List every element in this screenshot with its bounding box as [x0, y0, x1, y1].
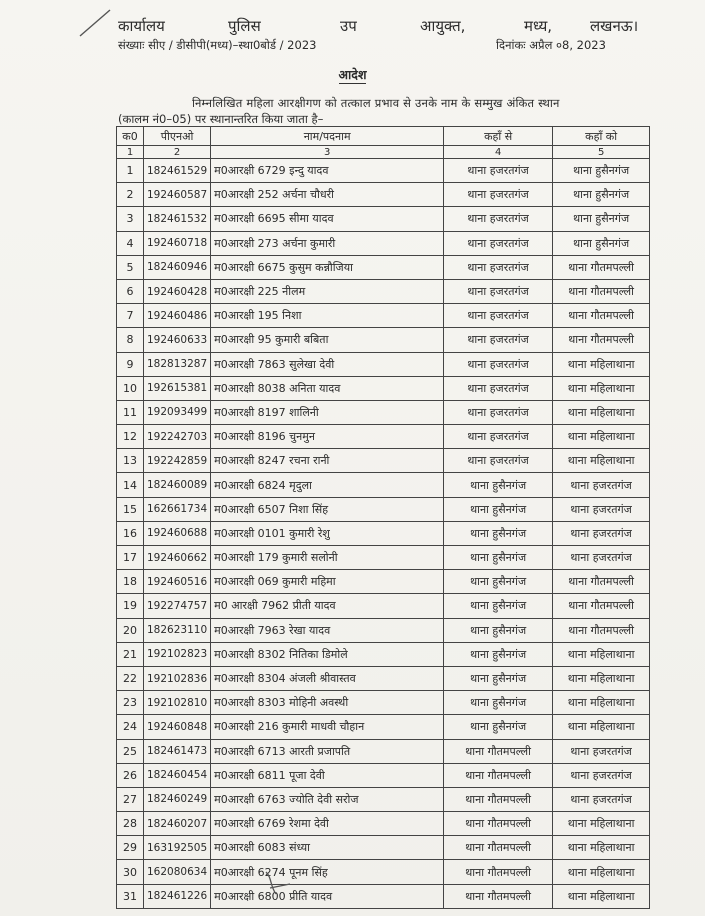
cell-serial: 8 [117, 328, 144, 352]
cell-serial: 3 [117, 207, 144, 231]
cell-to: थाना महिलाथाना [553, 352, 650, 376]
table-row [117, 400, 650, 424]
cell-to: थाना महिलाथाना [553, 884, 650, 908]
cell-from: थाना हजरतगंज [444, 328, 553, 352]
header-word: कार्यालय [118, 17, 165, 35]
cell-from: थाना हजरतगंज [444, 425, 553, 449]
cell-to: थाना महिलाथाना [553, 666, 650, 690]
cell-from: थाना हजरतगंज [444, 400, 553, 424]
cell-from: थाना हजरतगंज [444, 207, 553, 231]
cell-name: म0आरक्षी 8196 चुनमुन [211, 425, 444, 449]
table-colnum-row [117, 146, 650, 159]
cell-pno: 163192505 [144, 836, 211, 860]
table-row [117, 473, 650, 497]
table-row [117, 860, 650, 884]
cell-name: म0आरक्षी 273 अर्चना कुमारी [211, 231, 444, 255]
cell-serial: 17 [117, 546, 144, 570]
cell-serial: 22 [117, 666, 144, 690]
cell-to: थाना महिलाथाना [553, 691, 650, 715]
table-row [117, 642, 650, 666]
table-row [117, 497, 650, 521]
cell-name: म0आरक्षी 95 कुमारी बबिता [211, 328, 444, 352]
cell-from: थाना हजरतगंज [444, 376, 553, 400]
cell-serial: 9 [117, 352, 144, 376]
cell-to: थाना महिलाथाना [553, 376, 650, 400]
table-row [117, 255, 650, 279]
cell-pno: 162080634 [144, 860, 211, 884]
cell-name: म0आरक्षी 6824 मृदुला [211, 473, 444, 497]
header-word: उप [340, 17, 357, 35]
table-row [117, 425, 650, 449]
col-number: 2 [144, 146, 211, 159]
cell-name: म0आरक्षी 252 अर्चना चौधरी [211, 183, 444, 207]
header-word: पुलिस [228, 17, 261, 35]
table-row [117, 618, 650, 642]
cell-to: थाना हुसैनगंज [553, 207, 650, 231]
table-row [117, 836, 650, 860]
table-row [117, 231, 650, 255]
cell-to: थाना गौतमपल्ली [553, 279, 650, 303]
cell-serial: 18 [117, 570, 144, 594]
cell-serial: 15 [117, 497, 144, 521]
cell-pno: 182460207 [144, 812, 211, 836]
cell-from: थाना हजरतगंज [444, 159, 553, 183]
cell-pno: 182460089 [144, 473, 211, 497]
cell-name: म0आरक्षी 8038 अनिता यादव [211, 376, 444, 400]
table-row [117, 279, 650, 303]
table-row [117, 304, 650, 328]
cell-name: म0आरक्षी 0101 कुमारी रेशु [211, 521, 444, 545]
cell-to: थाना गौतमपल्ली [553, 570, 650, 594]
cell-serial: 7 [117, 304, 144, 328]
cell-serial: 21 [117, 642, 144, 666]
cell-serial: 25 [117, 739, 144, 763]
cell-pno: 192460848 [144, 715, 211, 739]
cell-serial: 11 [117, 400, 144, 424]
cell-from: थाना हुसैनगंज [444, 691, 553, 715]
cell-serial: 16 [117, 521, 144, 545]
cell-from: थाना गौतमपल्ली [444, 860, 553, 884]
cell-from: थाना गौतमपल्ली [444, 836, 553, 860]
cell-pno: 192460587 [144, 183, 211, 207]
cell-to: थाना महिलाथाना [553, 400, 650, 424]
signature-mark-icon [262, 868, 292, 896]
cell-name: म0आरक्षी 225 नीलम [211, 279, 444, 303]
cell-pno: 182461226 [144, 884, 211, 908]
table-row [117, 691, 650, 715]
cell-from: थाना हुसैनगंज [444, 546, 553, 570]
cell-from: थाना हजरतगंज [444, 352, 553, 376]
cell-pno: 182813287 [144, 352, 211, 376]
cell-serial: 2 [117, 183, 144, 207]
cell-to: थाना हजरतगंज [553, 787, 650, 811]
cell-name: म0आरक्षी 6763 ज्योति देवी सरोज [211, 787, 444, 811]
cell-pno: 192093499 [144, 400, 211, 424]
cell-serial: 12 [117, 425, 144, 449]
cell-name: म0आरक्षी 8302 नितिका डिमोले [211, 642, 444, 666]
table-row [117, 328, 650, 352]
cell-pno: 182623110 [144, 618, 211, 642]
reference-number: संख्याः सीए / डीसीपी(मध्य)–स्था0बोर्ड / 2023 [118, 38, 317, 52]
table-row [117, 739, 650, 763]
cell-pno: 182460946 [144, 255, 211, 279]
cell-serial: 29 [117, 836, 144, 860]
cell-from: थाना गौतमपल्ली [444, 763, 553, 787]
cell-serial: 26 [117, 763, 144, 787]
cell-name: म0आरक्षी 179 कुमारी सलोनी [211, 546, 444, 570]
table-row [117, 570, 650, 594]
table-row [117, 159, 650, 183]
cell-from: थाना हुसैनगंज [444, 473, 553, 497]
cell-pno: 192274757 [144, 594, 211, 618]
table-row [117, 521, 650, 545]
cell-name: म0आरक्षी 8197 शालिनी [211, 400, 444, 424]
document-date: दिनांकः अप्रैल ०8, 2023 [496, 38, 606, 52]
cell-name: म0आरक्षी 069 कुमारी महिमा [211, 570, 444, 594]
cell-pno: 192460688 [144, 521, 211, 545]
cell-to: थाना हुसैनगंज [553, 159, 650, 183]
cell-from: थाना हजरतगंज [444, 183, 553, 207]
cell-pno: 162661734 [144, 497, 211, 521]
intro-line-2: (कालम नं0–05) पर स्थानान्तरित किया जाता है– [118, 112, 324, 126]
cell-from: थाना गौतमपल्ली [444, 812, 553, 836]
table-row [117, 546, 650, 570]
cell-name: म0आरक्षी 6695 सीमा यादव [211, 207, 444, 231]
cell-serial: 10 [117, 376, 144, 400]
cell-name: म0आरक्षी 6507 निशा सिंह [211, 497, 444, 521]
cell-pno: 192460718 [144, 231, 211, 255]
cell-name: म0आरक्षी 195 निशा [211, 304, 444, 328]
col-header-from: कहाँ से [444, 127, 553, 146]
cell-to: थाना गौतमपल्ली [553, 328, 650, 352]
table-row [117, 449, 650, 473]
cell-serial: 4 [117, 231, 144, 255]
cell-to: थाना महिलाथाना [553, 812, 650, 836]
cell-from: थाना हुसैनगंज [444, 642, 553, 666]
cell-from: थाना हजरतगंज [444, 231, 553, 255]
handwritten-mark-icon [78, 8, 112, 38]
cell-serial: 23 [117, 691, 144, 715]
col-number: 3 [211, 146, 444, 159]
cell-name: म0आरक्षी 6769 रेशमा देवी [211, 812, 444, 836]
order-title-text: आदेश [338, 67, 367, 82]
cell-pno: 192460516 [144, 570, 211, 594]
cell-serial: 1 [117, 159, 144, 183]
cell-to: थाना हजरतगंज [553, 763, 650, 787]
col-number: 4 [444, 146, 553, 159]
cell-pno: 192102810 [144, 691, 211, 715]
cell-pno: 182461529 [144, 159, 211, 183]
cell-from: थाना हुसैनगंज [444, 570, 553, 594]
col-number: 5 [553, 146, 650, 159]
cell-to: थाना गौतमपल्ली [553, 255, 650, 279]
cell-to: थाना महिलाथाना [553, 715, 650, 739]
header-word: लखनऊ। [590, 17, 639, 35]
table-row [117, 207, 650, 231]
table-row [117, 666, 650, 690]
cell-from: थाना हजरतगंज [444, 304, 553, 328]
cell-to: थाना हजरतगंज [553, 546, 650, 570]
cell-pno: 182461532 [144, 207, 211, 231]
cell-pno: 192615381 [144, 376, 211, 400]
cell-name: म0आरक्षी 7963 रेखा यादव [211, 618, 444, 642]
cell-to: थाना गौतमपल्ली [553, 618, 650, 642]
header-word: मध्य, [524, 17, 553, 35]
cell-from: थाना हजरतगंज [444, 255, 553, 279]
cell-pno: 182460249 [144, 787, 211, 811]
cell-from: थाना हुसैनगंज [444, 666, 553, 690]
cell-to: थाना महिलाथाना [553, 860, 650, 884]
cell-from: थाना हुसैनगंज [444, 618, 553, 642]
col-header-serial: क0 [117, 127, 144, 146]
table-header-row [117, 127, 650, 146]
cell-from: थाना हुसैनगंज [444, 521, 553, 545]
cell-name: म0आरक्षी 8247 रचना रानी [211, 449, 444, 473]
cell-from: थाना हजरतगंज [444, 279, 553, 303]
cell-from: थाना हजरतगंज [444, 449, 553, 473]
cell-pno: 182460454 [144, 763, 211, 787]
cell-pno: 182461473 [144, 739, 211, 763]
transfer-table [116, 126, 650, 909]
cell-to: थाना हजरतगंज [553, 739, 650, 763]
cell-serial: 30 [117, 860, 144, 884]
cell-serial: 28 [117, 812, 144, 836]
cell-from: थाना गौतमपल्ली [444, 884, 553, 908]
cell-name: म0आरक्षी 8303 मोहिनी अवस्थी [211, 691, 444, 715]
table-row [117, 763, 650, 787]
cell-to: थाना महिलाथाना [553, 449, 650, 473]
cell-name: म0आरक्षी 8304 अंजली श्रीवास्तव [211, 666, 444, 690]
cell-serial: 13 [117, 449, 144, 473]
table-row [117, 594, 650, 618]
cell-serial: 31 [117, 884, 144, 908]
cell-pno: 192102836 [144, 666, 211, 690]
cell-serial: 14 [117, 473, 144, 497]
order-title [0, 66, 705, 83]
cell-from: थाना हुसैनगंज [444, 715, 553, 739]
cell-to: थाना हजरतगंज [553, 473, 650, 497]
cell-serial: 6 [117, 279, 144, 303]
col-header-pno: पीएनओ [144, 127, 211, 146]
cell-pno: 192460428 [144, 279, 211, 303]
table-row [117, 715, 650, 739]
cell-name: म0आरक्षी 6083 संध्या [211, 836, 444, 860]
col-header-to: कहाँ को [553, 127, 650, 146]
cell-serial: 5 [117, 255, 144, 279]
cell-to: थाना महिलाथाना [553, 642, 650, 666]
intro-line-1: निम्नलिखित महिला आरक्षीगण को तत्काल प्रभाव से उनके नाम के सम्मुख अंकित स्थान [192, 96, 560, 110]
table-row [117, 812, 650, 836]
table-row [117, 183, 650, 207]
table-row [117, 787, 650, 811]
cell-pno: 192460662 [144, 546, 211, 570]
office-header [118, 16, 646, 36]
table-row [117, 884, 650, 908]
cell-to: थाना गौतमपल्ली [553, 304, 650, 328]
cell-pno: 192460486 [144, 304, 211, 328]
cell-to: थाना हुसैनगंज [553, 231, 650, 255]
cell-to: थाना महिलाथाना [553, 836, 650, 860]
table-row [117, 376, 650, 400]
cell-name: म0आरक्षी 6729 इन्दु यादव [211, 159, 444, 183]
cell-name: म0आरक्षी 7863 सुलेखा देवी [211, 352, 444, 376]
cell-pno: 192460633 [144, 328, 211, 352]
cell-name: म0आरक्षी 6811 पूजा देवी [211, 763, 444, 787]
cell-to: थाना हजरतगंज [553, 497, 650, 521]
table-row [117, 352, 650, 376]
cell-name: म0आरक्षी 6274 पूनम सिंह [211, 860, 444, 884]
col-header-name: नाम/पदनाम [211, 127, 444, 146]
cell-name: म0आरक्षी 6800 प्रीति यादव [211, 884, 444, 908]
col-number: 1 [117, 146, 144, 159]
cell-pno: 192242703 [144, 425, 211, 449]
reference-line [118, 38, 646, 54]
cell-to: थाना हजरतगंज [553, 521, 650, 545]
cell-serial: 24 [117, 715, 144, 739]
cell-from: थाना गौतमपल्ली [444, 739, 553, 763]
cell-name: म0आरक्षी 6675 कुसुम कन्नौजिया [211, 255, 444, 279]
cell-to: थाना गौतमपल्ली [553, 594, 650, 618]
cell-to: थाना महिलाथाना [553, 425, 650, 449]
header-word: आयुक्त, [420, 17, 466, 35]
cell-name: म0 आरक्षी 7962 प्रीती यादव [211, 594, 444, 618]
cell-to: थाना हुसैनगंज [553, 183, 650, 207]
cell-serial: 27 [117, 787, 144, 811]
cell-serial: 20 [117, 618, 144, 642]
cell-serial: 19 [117, 594, 144, 618]
cell-pno: 192102823 [144, 642, 211, 666]
cell-pno: 192242859 [144, 449, 211, 473]
cell-from: थाना गौतमपल्ली [444, 787, 553, 811]
cell-name: म0आरक्षी 6713 आरती प्रजापति [211, 739, 444, 763]
cell-from: थाना हुसैनगंज [444, 497, 553, 521]
cell-name: म0आरक्षी 216 कुमारी माधवी चौहान [211, 715, 444, 739]
cell-from: थाना हुसैनगंज [444, 594, 553, 618]
